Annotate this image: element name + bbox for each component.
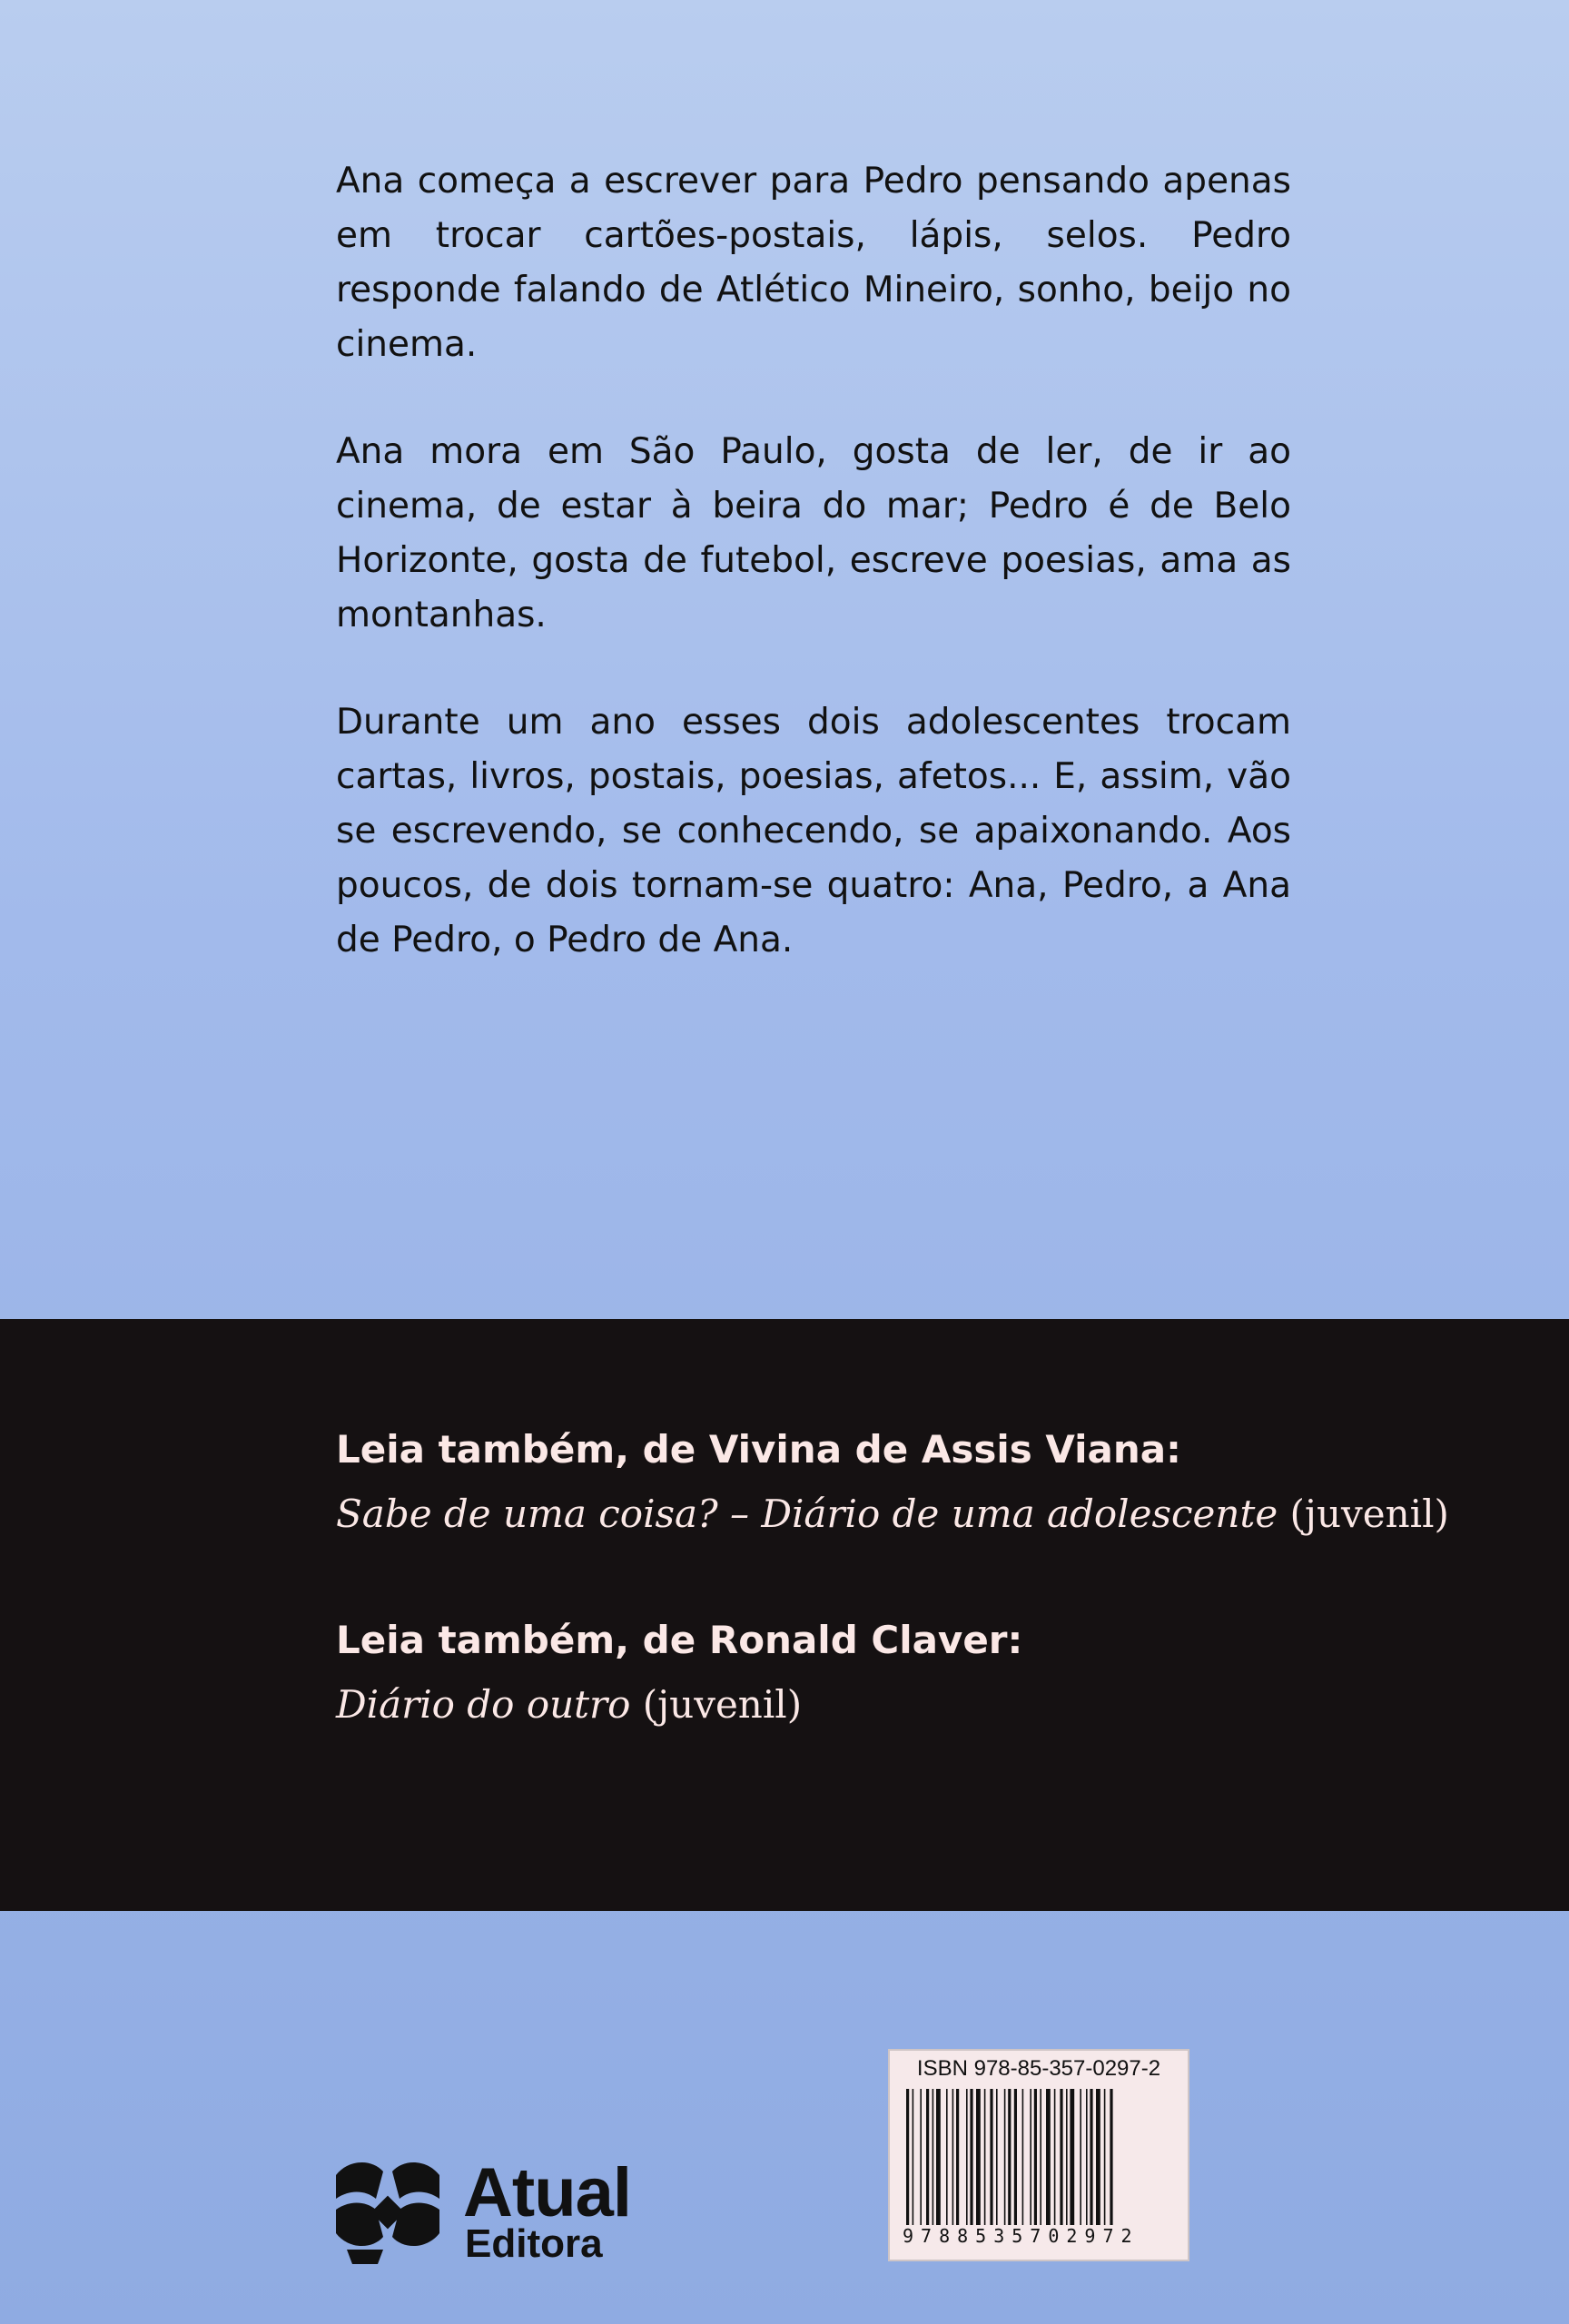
recommendation-1-title: Sabe de uma coisa? – Diário de uma adolescente xyxy=(336,1492,1278,1536)
recommendation-2-heading: Leia também, de Ronald Claver: xyxy=(336,1618,1023,1662)
recommendation-2-title: Diário do outro xyxy=(336,1682,631,1727)
recommendation-1 xyxy=(336,1427,1449,1536)
publisher-name: Atual xyxy=(463,2154,631,2231)
barcode-label xyxy=(888,2049,1189,2261)
recommendation-2-genre: (juvenil) xyxy=(642,1682,803,1727)
recommendation-1-genre: (juvenil) xyxy=(1289,1492,1449,1536)
recommendation-2-book xyxy=(336,1682,1022,1727)
publisher-subtitle: Editora xyxy=(465,2221,603,2266)
blurb-paragraph-3: Durante um ano esses dois adolescentes trocam cartas, livros, postais, poesias, afetos... E, assim, vão se escrevendo, se conhecendo, se apaixonando. Aos poucos, de dois tornam-se quatro: Ana, Pedro, a Ana de Pedro, o Pedro de Ana. xyxy=(336,702,1291,960)
isbn-text: ISBN 978-85-357-0297-2 xyxy=(916,2056,1161,2081)
blurb xyxy=(336,154,1291,1020)
recommendation-1-heading: Leia também, de Vivina de Assis Viana: xyxy=(336,1427,1181,1472)
recommendation-2 xyxy=(336,1618,1022,1727)
publisher-mark-icon xyxy=(329,2159,447,2268)
recommendations-band xyxy=(0,1319,1569,1911)
barcode-digits: 9788535702972 xyxy=(903,2225,1140,2247)
blurb-paragraph-2: Ana mora em São Paulo, gosta de ler, de ir ao cinema, de estar à beira do mar; Pedro é de Belo Horizonte, gosta de futebol, escreve poesias, ama as montanhas. xyxy=(336,431,1291,635)
recommendation-1-book xyxy=(336,1492,1449,1536)
publisher-logo xyxy=(329,2154,710,2268)
barcode-icon xyxy=(903,2089,1179,2225)
blurb-paragraph-1: Ana começa a escrever para Pedro pensando apenas em trocar cartões-postais, lápis, selos. Pedro responde falando de Atlético Mineiro, sonho, beijo no cinema. xyxy=(336,161,1291,365)
